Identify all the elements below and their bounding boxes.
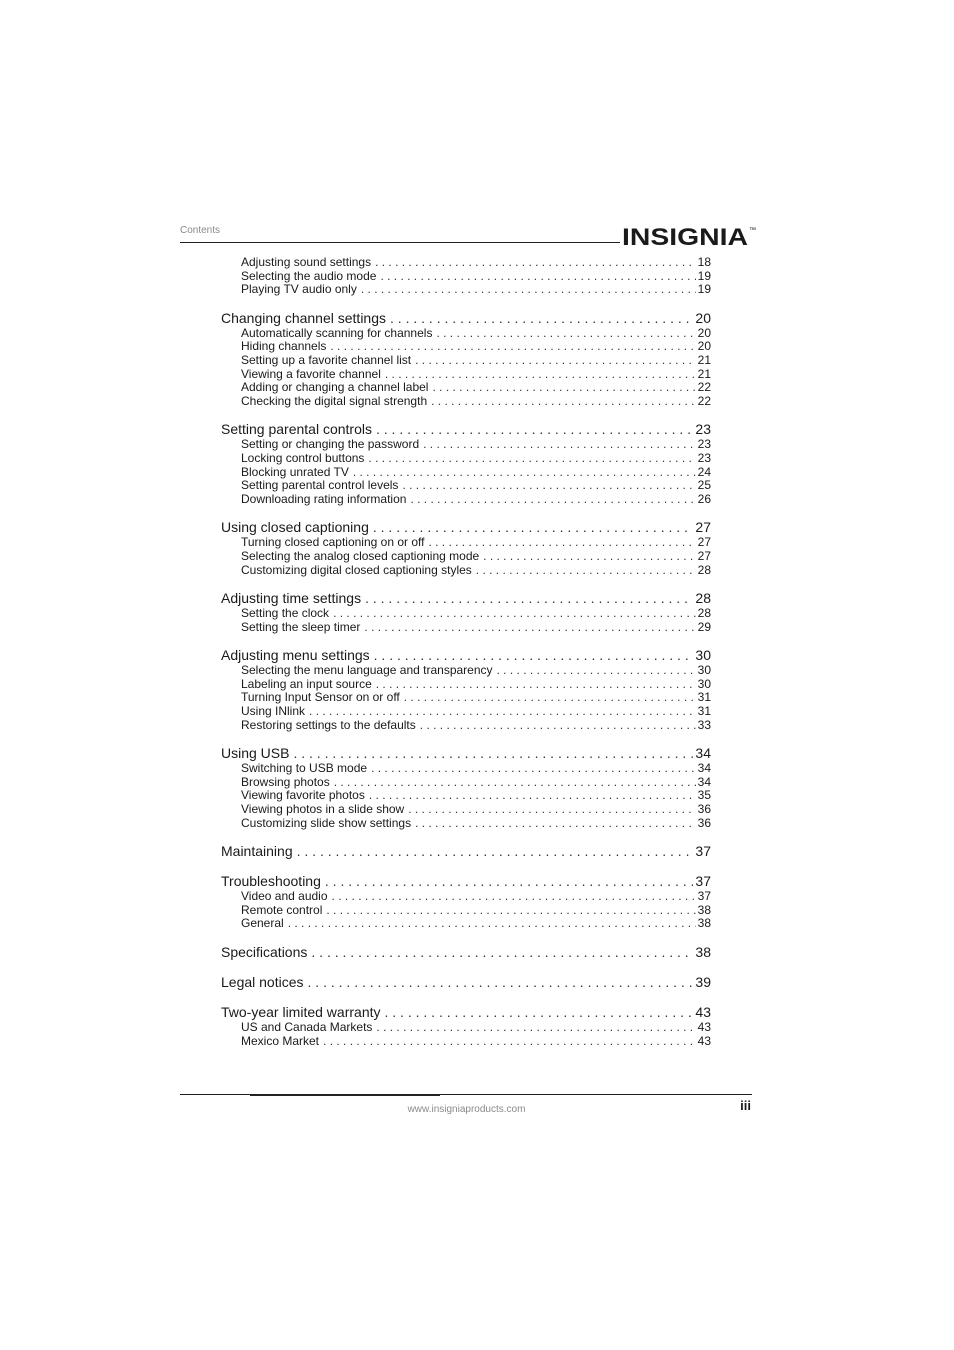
toc-subsection-entry-label: Browsing photos bbox=[241, 775, 330, 789]
toc-section-entry-page: 37 bbox=[695, 843, 711, 860]
dot-leader bbox=[408, 803, 695, 817]
toc-section-entry-label: Adjusting time settings bbox=[221, 590, 362, 607]
toc-subsection-entry-page: 24 bbox=[697, 465, 711, 479]
toc-subsection-entry-page: 43 bbox=[697, 1021, 711, 1034]
toc-subsection-entry-page: 33 bbox=[697, 718, 711, 732]
toc-subsection-entry-page: 20 bbox=[697, 340, 711, 354]
dot-leader bbox=[288, 917, 696, 931]
toc-section-entry[interactable] bbox=[221, 590, 711, 607]
toc-subsection-entry-page: 36 bbox=[697, 803, 711, 817]
toc-section-entry[interactable] bbox=[221, 745, 711, 762]
toc-subsection-entry-page: 23 bbox=[697, 451, 711, 465]
toc-subsection-entry-label: Adding or changing a channel label bbox=[241, 381, 429, 395]
toc-subsection-entry-label: Setting or changing the password bbox=[241, 438, 420, 452]
toc-subsection-entry-page: 21 bbox=[697, 367, 711, 381]
toc-subsection-entry[interactable] bbox=[221, 691, 711, 705]
toc-subsection-entry-label: Restoring settings to the defaults bbox=[241, 718, 416, 732]
toc-subsection-entry-label: Mexico Market bbox=[241, 1034, 320, 1048]
toc-subsection-entry-page: 19 bbox=[697, 269, 711, 283]
toc-section-entry[interactable] bbox=[221, 519, 711, 536]
toc-subsection-entry-label: Selecting the menu language and transparency bbox=[241, 664, 493, 678]
toc-group bbox=[221, 873, 711, 931]
toc-section-entry-page: 30 bbox=[695, 647, 711, 664]
toc-subsection-entry[interactable] bbox=[221, 536, 711, 550]
toc-subsection-entry[interactable] bbox=[221, 270, 711, 284]
toc-subsection-entry[interactable] bbox=[221, 438, 711, 452]
toc-subsection-entry-label: Downloading rating information bbox=[241, 492, 407, 506]
dot-leader bbox=[373, 519, 694, 536]
insignia-logo bbox=[622, 218, 756, 252]
footer-rule-accent bbox=[250, 1094, 440, 1096]
toc-subsection-entry[interactable] bbox=[221, 493, 711, 507]
toc-group bbox=[221, 1004, 711, 1048]
toc-subsection-entry-page: 38 bbox=[697, 917, 711, 931]
dot-leader bbox=[375, 256, 696, 270]
dot-leader bbox=[432, 381, 695, 395]
toc-subsection-entry-page: 36 bbox=[697, 816, 711, 830]
toc-section-entry[interactable] bbox=[221, 974, 711, 991]
toc-subsection-entry[interactable] bbox=[221, 664, 711, 678]
dot-leader bbox=[361, 283, 696, 297]
toc-subsection-entry-page: 18 bbox=[697, 256, 711, 269]
toc-section-entry-page: 20 bbox=[695, 309, 711, 326]
toc-subsection-entry[interactable] bbox=[221, 1035, 711, 1049]
toc-subsection-entry[interactable] bbox=[221, 381, 711, 395]
dot-leader bbox=[293, 745, 693, 762]
dot-leader bbox=[420, 719, 696, 733]
dot-leader bbox=[334, 776, 696, 790]
toc-section-entry-label: Adjusting menu settings bbox=[221, 647, 370, 664]
toc-subsection-entry[interactable] bbox=[221, 354, 711, 368]
toc-section-entry-label: Two-year limited warranty bbox=[221, 1004, 381, 1020]
toc-subsection-entry-page: 23 bbox=[697, 438, 711, 452]
toc-group bbox=[221, 974, 711, 991]
toc-section-entry[interactable] bbox=[221, 647, 711, 664]
toc-subsection-entry-page: 31 bbox=[697, 705, 711, 719]
dot-leader bbox=[423, 438, 696, 452]
toc-subsection-entry-page: 21 bbox=[697, 353, 711, 367]
toc-section-entry-label: Changing channel settings bbox=[221, 309, 387, 326]
toc-subsection-entry-page: 22 bbox=[697, 394, 711, 408]
toc-subsection-entry-label: Automatically scanning for channels bbox=[241, 326, 433, 340]
toc-subsection-entry[interactable] bbox=[221, 327, 711, 341]
dot-leader bbox=[368, 452, 695, 466]
dot-leader bbox=[376, 678, 696, 692]
toc-subsection-entry[interactable] bbox=[221, 550, 711, 564]
toc-subsection-entry-page: 27 bbox=[697, 536, 711, 550]
toc-section-entry-label: Legal notices bbox=[221, 974, 304, 990]
toc-subsection-entry-label: Customizing slide show settings bbox=[241, 816, 412, 830]
toc-subsection-entry-page: 27 bbox=[697, 549, 711, 563]
dot-leader bbox=[374, 647, 694, 664]
toc-subsection-entry[interactable] bbox=[221, 1021, 711, 1035]
dot-leader bbox=[476, 564, 696, 578]
toc-section-entry-page: 23 bbox=[695, 421, 711, 438]
toc-group bbox=[221, 519, 711, 577]
toc-subsection-entry[interactable] bbox=[221, 803, 711, 817]
dot-leader bbox=[497, 664, 696, 678]
dot-leader bbox=[326, 904, 695, 918]
toc-subsection-entry[interactable] bbox=[221, 564, 711, 578]
toc-section-entry[interactable] bbox=[221, 1004, 711, 1021]
toc-section-entry-page: 27 bbox=[695, 519, 711, 536]
dot-leader bbox=[410, 493, 695, 507]
toc-section-entry-page: 38 bbox=[695, 944, 711, 960]
toc-subsection-entry-page: 26 bbox=[697, 492, 711, 506]
toc-subsection-entry-label: Setting up a favorite channel list bbox=[241, 353, 412, 367]
toc-subsection-entry-label: Using INlink bbox=[241, 705, 306, 719]
toc-subsection-entry[interactable] bbox=[221, 479, 711, 493]
dot-leader bbox=[308, 974, 694, 991]
toc-subsection-entry-label: Locking control buttons bbox=[241, 451, 365, 465]
toc-subsection-entry-label: Viewing photos in a slide show bbox=[241, 803, 405, 817]
toc-subsection-entry-label: Switching to USB mode bbox=[241, 762, 368, 776]
toc-subsection-entry-label: Remote control bbox=[241, 903, 323, 917]
logo-trademark: ™ bbox=[749, 227, 756, 234]
toc-subsection-entry[interactable] bbox=[221, 719, 711, 733]
toc-subsection-entry-page: 30 bbox=[697, 664, 711, 678]
toc-group bbox=[221, 843, 711, 860]
toc-subsection-entry-page: 22 bbox=[697, 381, 711, 395]
toc-subsection-entry[interactable] bbox=[221, 368, 711, 382]
dot-leader bbox=[431, 395, 696, 409]
toc-section-entry[interactable] bbox=[221, 873, 711, 890]
toc-subsection-entry-label: Turning Input Sensor on or off bbox=[241, 691, 400, 705]
toc-section-entry[interactable] bbox=[221, 310, 711, 327]
toc-section-entry[interactable] bbox=[221, 843, 711, 860]
dot-leader bbox=[390, 310, 693, 327]
dot-leader bbox=[365, 590, 693, 607]
toc-subsection-entry-label: Setting parental control levels bbox=[241, 479, 399, 493]
toc-subsection-entry-page: 43 bbox=[697, 1034, 711, 1048]
toc-subsection-entry-label: Setting the clock bbox=[241, 607, 330, 621]
toc-subsection-entry-label: Playing TV audio only bbox=[241, 283, 357, 297]
toc-subsection-entry-label: Labeling an input source bbox=[241, 677, 372, 691]
toc-subsection-entry-label: Selecting the analog closed captioning mode bbox=[241, 549, 480, 563]
toc-subsection-entry-label: Customizing digital closed captioning styles bbox=[241, 563, 472, 577]
toc-subsection-entry-page: 28 bbox=[697, 607, 711, 621]
toc-subsection-entry[interactable] bbox=[221, 678, 711, 692]
dot-leader bbox=[330, 340, 695, 354]
toc-subsection-entry[interactable] bbox=[221, 340, 711, 354]
header-rule bbox=[180, 242, 620, 243]
toc-section-entry-page: 39 bbox=[695, 974, 711, 990]
toc-section-entry-page: 37 bbox=[695, 873, 711, 890]
table-of-contents bbox=[221, 256, 711, 1048]
toc-subsection-entry[interactable] bbox=[221, 789, 711, 803]
header-section-label: Contents bbox=[180, 225, 221, 236]
toc-section-entry[interactable] bbox=[221, 944, 711, 961]
toc-subsection-entry-page: 25 bbox=[697, 479, 711, 493]
toc-subsection-entry-label: Hiding channels bbox=[241, 340, 327, 354]
dot-leader bbox=[364, 621, 695, 635]
dot-leader bbox=[428, 536, 695, 550]
toc-subsection-entry-label: Setting the sleep timer bbox=[241, 620, 361, 634]
toc-subsection-entry-page: 28 bbox=[697, 563, 711, 577]
toc-section-entry-label: Maintaining bbox=[221, 843, 293, 860]
dot-leader bbox=[385, 368, 696, 382]
toc-subsection-entry[interactable] bbox=[221, 256, 711, 270]
toc-group bbox=[221, 256, 711, 297]
dot-leader bbox=[404, 691, 696, 705]
toc-subsection-entry[interactable] bbox=[221, 917, 711, 931]
toc-section-entry-label: Troubleshooting bbox=[221, 873, 321, 890]
footer-url[interactable]: www.insigniaproducts.com bbox=[407, 1104, 526, 1115]
toc-group bbox=[221, 590, 711, 634]
toc-subsection-entry-label: Video and audio bbox=[241, 890, 328, 904]
toc-subsection-entry-page: 34 bbox=[697, 775, 711, 789]
logo-wordmark: INSIGNIA bbox=[622, 224, 748, 251]
toc-group bbox=[221, 944, 711, 961]
toc-section-entry-label: Using USB bbox=[221, 745, 290, 762]
toc-subsection-entry[interactable] bbox=[221, 904, 711, 918]
dot-leader bbox=[415, 817, 696, 831]
dot-leader bbox=[297, 843, 694, 860]
dot-leader bbox=[436, 327, 695, 341]
dot-leader bbox=[332, 890, 696, 904]
toc-group bbox=[221, 647, 711, 732]
toc-subsection-entry[interactable] bbox=[221, 762, 711, 776]
toc-group bbox=[221, 310, 711, 409]
dot-leader bbox=[323, 1035, 696, 1049]
toc-subsection-entry-page: 20 bbox=[697, 326, 711, 340]
dot-leader bbox=[402, 479, 695, 493]
toc-group bbox=[221, 745, 711, 830]
dot-leader bbox=[309, 705, 696, 719]
toc-section-entry-page: 34 bbox=[695, 745, 711, 762]
dot-leader bbox=[385, 1004, 694, 1021]
dot-leader bbox=[353, 466, 696, 480]
toc-subsection-entry-page: 37 bbox=[697, 890, 711, 904]
toc-subsection-entry-label: Checking the digital signal strength bbox=[241, 394, 428, 408]
toc-subsection-entry-label: Selecting the audio mode bbox=[241, 269, 377, 283]
toc-subsection-entry-page: 35 bbox=[697, 789, 711, 803]
toc-subsection-entry[interactable] bbox=[221, 395, 711, 409]
dot-leader bbox=[371, 762, 696, 776]
toc-section-entry-page: 28 bbox=[695, 590, 711, 607]
toc-subsection-entry[interactable] bbox=[221, 621, 711, 635]
toc-subsection-entry[interactable] bbox=[221, 452, 711, 466]
toc-section-entry-label: Specifications bbox=[221, 944, 308, 960]
dot-leader bbox=[369, 789, 696, 803]
toc-subsection-entry[interactable] bbox=[221, 283, 711, 297]
toc-subsection-entry-page: 29 bbox=[697, 620, 711, 634]
toc-subsection-entry[interactable] bbox=[221, 890, 711, 904]
toc-subsection-entry-page: 31 bbox=[697, 691, 711, 705]
toc-group bbox=[221, 421, 711, 506]
toc-subsection-entry[interactable] bbox=[221, 466, 711, 480]
toc-subsection-entry-label: US and Canada Markets bbox=[241, 1021, 373, 1034]
toc-subsection-entry[interactable] bbox=[221, 776, 711, 790]
dot-leader bbox=[376, 1021, 695, 1035]
toc-subsection-entry-page: 19 bbox=[697, 283, 711, 297]
toc-subsection-entry-label: Viewing a favorite channel bbox=[241, 367, 381, 381]
toc-section-entry[interactable] bbox=[221, 421, 711, 438]
toc-section-entry-label: Setting parental controls bbox=[221, 421, 372, 438]
toc-subsection-entry-page: 30 bbox=[697, 677, 711, 691]
dot-leader bbox=[415, 354, 696, 368]
toc-section-entry-label: Using closed captioning bbox=[221, 519, 369, 536]
toc-section-entry-page: 43 bbox=[695, 1004, 711, 1020]
toc-subsection-entry-page: 34 bbox=[697, 762, 711, 776]
toc-subsection-entry-label: Adjusting sound settings bbox=[241, 256, 372, 269]
dot-leader bbox=[325, 873, 694, 890]
dot-leader bbox=[311, 944, 693, 961]
toc-subsection-entry[interactable] bbox=[221, 607, 711, 621]
toc-subsection-entry-label: General bbox=[241, 917, 284, 931]
toc-subsection-entry[interactable] bbox=[221, 817, 711, 831]
toc-subsection-entry-page: 38 bbox=[697, 903, 711, 917]
toc-subsection-entry-label: Turning closed captioning on or off bbox=[241, 536, 425, 550]
dot-leader bbox=[376, 421, 693, 438]
dot-leader bbox=[333, 607, 696, 621]
page-number: iii bbox=[740, 1098, 751, 1113]
dot-leader bbox=[483, 550, 695, 564]
toc-subsection-entry[interactable] bbox=[221, 705, 711, 719]
dot-leader bbox=[380, 270, 695, 284]
toc-subsection-entry-label: Blocking unrated TV bbox=[241, 465, 349, 479]
toc-subsection-entry-label: Viewing favorite photos bbox=[241, 789, 365, 803]
